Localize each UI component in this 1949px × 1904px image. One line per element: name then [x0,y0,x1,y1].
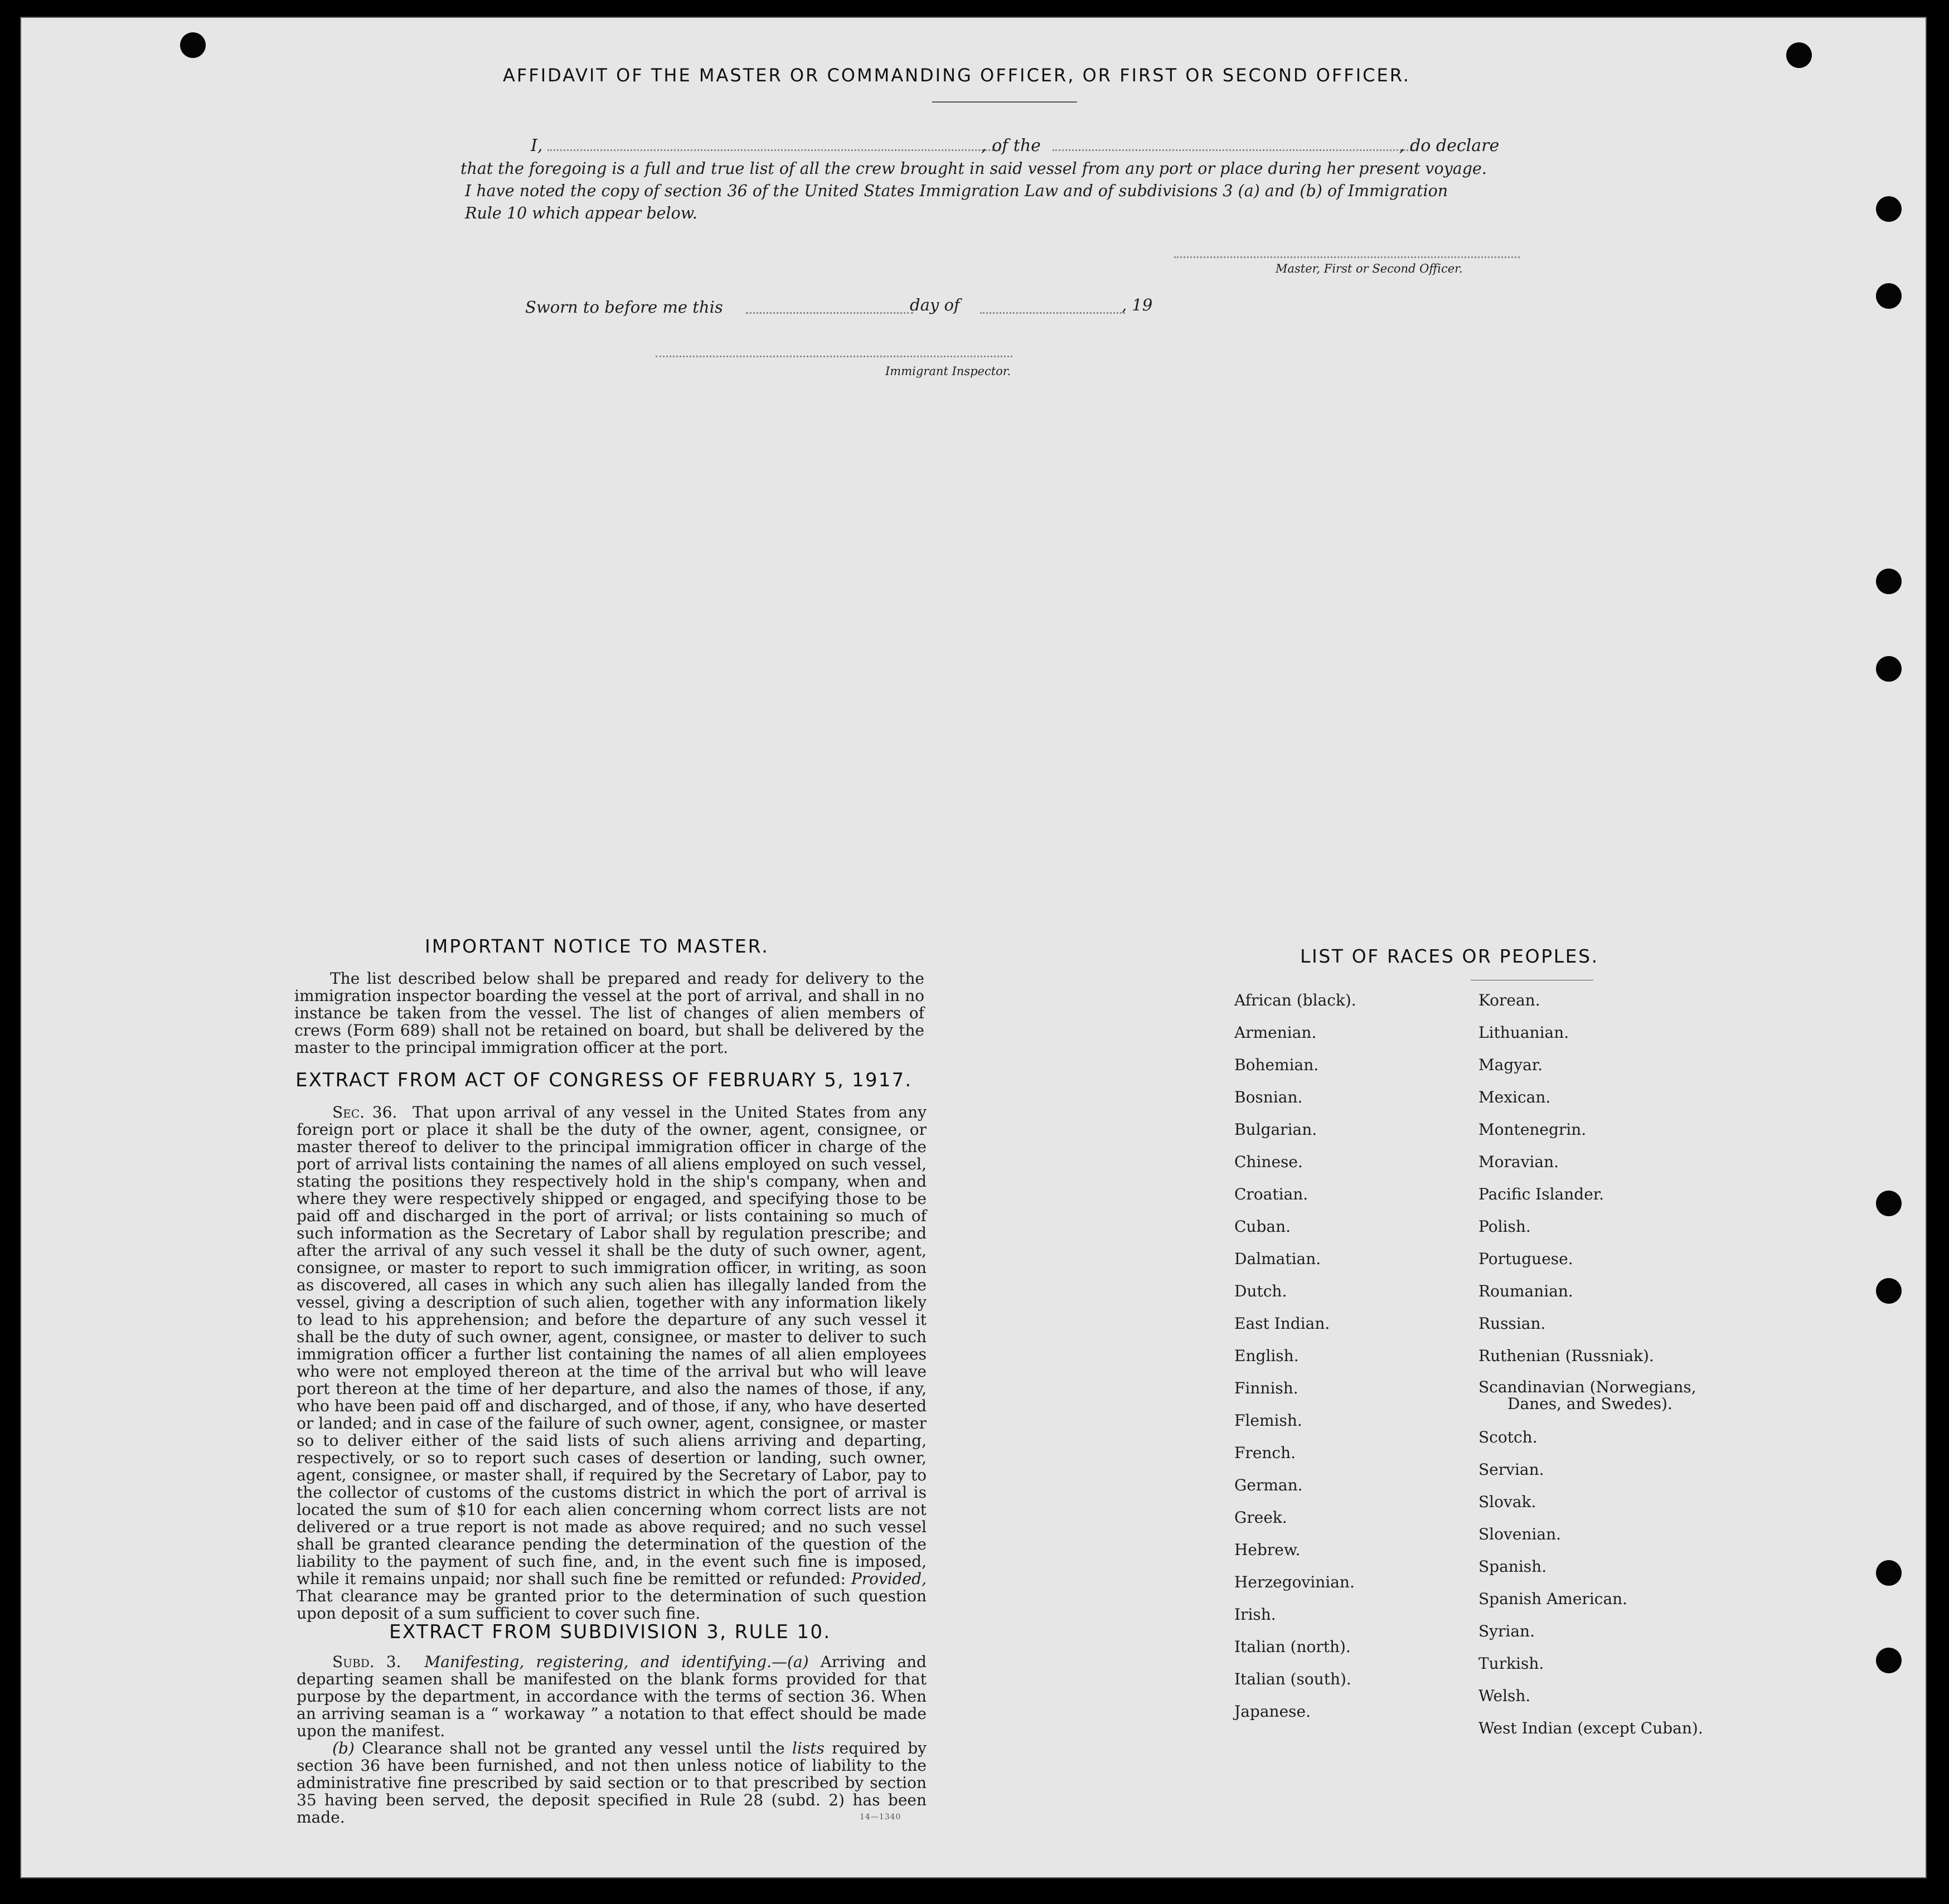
vessel-name-line [1053,149,1415,151]
provided-word: Provided, [851,1570,927,1588]
extract-rule-text [297,1653,927,1826]
subd-a-text: Arriving and departing seamen shall be manifested on the blank forms provided for that purpose by the department, in accordance with the terms of section 36. When an arriving seaman is a “ workaway ” a notation to that effect should be made upon the manifest. [297,1653,927,1740]
title-divider [932,101,1077,103]
race-item: Cuban. [1234,1217,1291,1236]
race-item: West Indian (except Cuban). [1478,1719,1703,1737]
race-item: Scandinavian (Norwegians, [1478,1378,1696,1396]
race-item: Servian. [1478,1460,1544,1479]
race-item: Korean. [1478,991,1540,1009]
race-item: Irish. [1234,1605,1276,1624]
races-list-right [1478,984,1703,1745]
race-item: Croatian. [1234,1185,1308,1203]
sworn-day-line [746,312,913,314]
race-item: Slovak. [1478,1493,1536,1511]
section-36-paragraph [297,1104,927,1622]
race-item: Dalmatian. [1234,1250,1321,1268]
race-item: Spanish. [1478,1557,1547,1576]
punch-hole [1876,196,1902,222]
race-item: Lithuanian. [1478,1023,1569,1042]
punch-hole [1786,42,1812,68]
race-item: Flemish. [1234,1411,1302,1430]
inspector-signature-line [656,356,1012,357]
race-item: Pacific Islander. [1478,1185,1604,1203]
subdivision-a-paragraph: Subd. 3. Manifesting, registering, and identifying.—(a) Arriving and departing seamen shall be manifested on the blank forms provided for that purpose by the department, in accordance with the terms of section 36. When an arriving seaman is a “ workaway ” a notation to that effect should be made upon the manifest. [297,1653,927,1740]
extract-act-text [297,1104,927,1622]
punch-hole [1876,283,1902,309]
race-item: Italian (south). [1234,1670,1351,1688]
race-item: Danes, and Swedes). [1507,1395,1672,1413]
punch-hole [1876,1191,1902,1216]
race-item: East Indian. [1234,1314,1330,1333]
punch-hole [1876,1560,1902,1586]
race-item: Polish. [1478,1217,1531,1236]
punch-hole [180,32,206,58]
race-item: Hebrew. [1234,1541,1301,1559]
punch-hole [1876,656,1902,682]
affidavit-line-2: I have noted the copy of section 36 of the United States Immigration Law and of subdivisions 3 (a) and (b) of Immigration [465,182,1448,200]
races-title: LIST OF RACES OR PEOPLES. [1300,945,1599,967]
notice-text [294,970,924,1056]
vessel-label: , of the [981,136,1041,156]
race-item: Syrian. [1478,1622,1535,1640]
race-item: Greek. [1234,1508,1287,1527]
race-item: Moravian. [1478,1153,1559,1171]
race-item: Bohemian. [1234,1056,1319,1074]
affidavit-line-3: Rule 10 which appear below. [465,204,697,222]
race-item: Slovenian. [1478,1525,1561,1543]
sworn-month-line [980,312,1125,314]
subd-b-label: (b) [332,1739,355,1757]
race-item: Spanish American. [1478,1590,1628,1608]
race-item: Finnish. [1234,1379,1298,1397]
subdivision-b-paragraph [297,1740,927,1826]
race-item: Russian. [1478,1314,1546,1333]
declare-label: , do declare [1399,136,1500,156]
race-item: German. [1234,1476,1303,1494]
race-item: French. [1234,1444,1296,1462]
extract-rule-title: EXTRACT FROM SUBDIVISION 3, RULE 10. [389,1621,831,1643]
subd-a-label: (a) [787,1653,809,1671]
race-item: Chinese. [1234,1153,1303,1171]
punch-hole [1876,1278,1902,1304]
section-text-end: That clearance may be granted prior to the determination of such question upon deposit of a sum sufficient to cover such fine. [297,1587,927,1623]
affidavit-title: AFFIDAVIT OF THE MASTER OR COMMANDING OFFICER, OR FIRST OR SECOND OFFICER. [503,65,1410,86]
declarant-label: I, [531,136,543,156]
subd-label: Subd. 3. [332,1653,401,1671]
punch-hole [1876,569,1902,594]
race-item: Bulgarian. [1234,1120,1317,1139]
declarant-name-line [547,149,1000,151]
master-signature-line [1174,256,1520,258]
subd-heading: Manifesting, registering, and identifying. [424,1653,772,1671]
race-item: Montenegrin. [1478,1120,1587,1139]
race-item: Mexican. [1478,1088,1551,1106]
race-item: Roumanian. [1478,1282,1573,1300]
races-list-left [1234,984,1356,1728]
notice-paragraph: The list described below shall be prepared and ready for delivery to the immigration inspector boarding the vessel at the port of arrival, and shall in no instance be taken from the vessel. The list of changes of alien members of crews (Form 689) shall not be retained on board, but shall be delivered by the master to the principal immigration officer at the port. [294,969,924,1057]
document-sheet [20,17,1927,1878]
subd-b-text-2: required by section 36 have been furnished, and not then unless notice of liability to the administrative fine prescribed by said section or to that prescribed by section 35 having been served, the deposit specified in Rule 28 (subd. 2) has been made. [297,1739,927,1827]
year-label: , 19 [1122,295,1153,314]
section-text: That upon arrival of any vessel in the United States from any foreign port or place it shall be the duty of the owner, agent, consignee, or master thereof to deliver to the principal immigration officer in charge of the port of arrival lists containing the names of all aliens employed on such vessel, stating the positions they respectively hold in the ship's company, when and where they were respectively shipped or engaged, and specifying those to be paid off and discharged in the port of arrival; or lists containing so much of such information as the Secretary of Labor shall by regulation prescribe; and after the arrival of any such vessel it shall be the duty of such owner, agent, consignee, or master to report to such immigration officer, in writing, as soon as discovered, all cases in which any such alien has illegally landed from the vessel, giving a description of such alien, together with any information likely to lead to his apprehension; and before the departure of any such vessel it shall be the duty of such owner, agent, consignee, or master to deliver to such immigration officer a further list containing the names of all alien employees who were not employed thereon at the time of the arrival but who will leave port thereon at the time of her departure, and also the names of those, if any, who have been paid off and discharged, and of those, if any, who have deserted or landed; and in case of the failure of such owner, agent, consignee, or master so to deliver either of the said lists of such aliens arriving and departing, respectively, or so to report such cases of desertion or landing, such owner, agent, consignee, or master shall, if required by the Secretary of Labor, pay to the collector of customs of the customs district in which the port of arrival is located the sum of $10 for each alien concerning whom correct lists are not delivered or a true report is not made as above required; and no such vessel shall be granted clearance pending the determination of the question of the liability to the payment of such fine, and, in the event such fine is imposed, while it remains unpaid; nor shall such fine be remitted or refunded: [297,1103,927,1588]
race-item: Scotch. [1478,1428,1538,1446]
race-item: English. [1234,1347,1299,1365]
race-item: Bosnian. [1234,1088,1303,1106]
subd-b-lists: lists [792,1739,825,1757]
inspector-label: Immigrant Inspector. [885,365,1011,378]
section-label: Sec. 36. [332,1103,397,1121]
day-of-label: day of [910,295,960,314]
affidavit-line-1: that the foregoing is a full and true list of all the crew brought in said vessel from any port or place during her present voyage. [460,159,1487,178]
race-item: Italian (north). [1234,1638,1351,1656]
race-item: Herzegovinian. [1234,1573,1355,1591]
form-number: 14—1340 [860,1813,901,1822]
race-item: African (black). [1234,991,1356,1009]
race-item: Ruthenian (Russniak). [1478,1347,1654,1365]
punch-hole [1876,1648,1902,1673]
race-item: Portuguese. [1478,1250,1573,1268]
notice-title: IMPORTANT NOTICE TO MASTER. [425,935,769,957]
subd-b-text-1: Clearance shall not be granted any vessel until the [362,1739,785,1757]
extract-act-title: EXTRACT FROM ACT OF CONGRESS OF FEBRUARY 5, 1917. [295,1069,913,1091]
race-item: Dutch. [1234,1282,1287,1300]
race-item: Magyar. [1478,1056,1543,1074]
race-item: Welsh. [1478,1687,1531,1705]
race-item: Turkish. [1478,1654,1544,1673]
sworn-label: Sworn to before me this [525,298,723,317]
race-item: Japanese. [1234,1702,1311,1721]
master-signature-label: Master, First or Second Officer. [1276,262,1463,275]
race-item: Armenian. [1234,1023,1317,1042]
